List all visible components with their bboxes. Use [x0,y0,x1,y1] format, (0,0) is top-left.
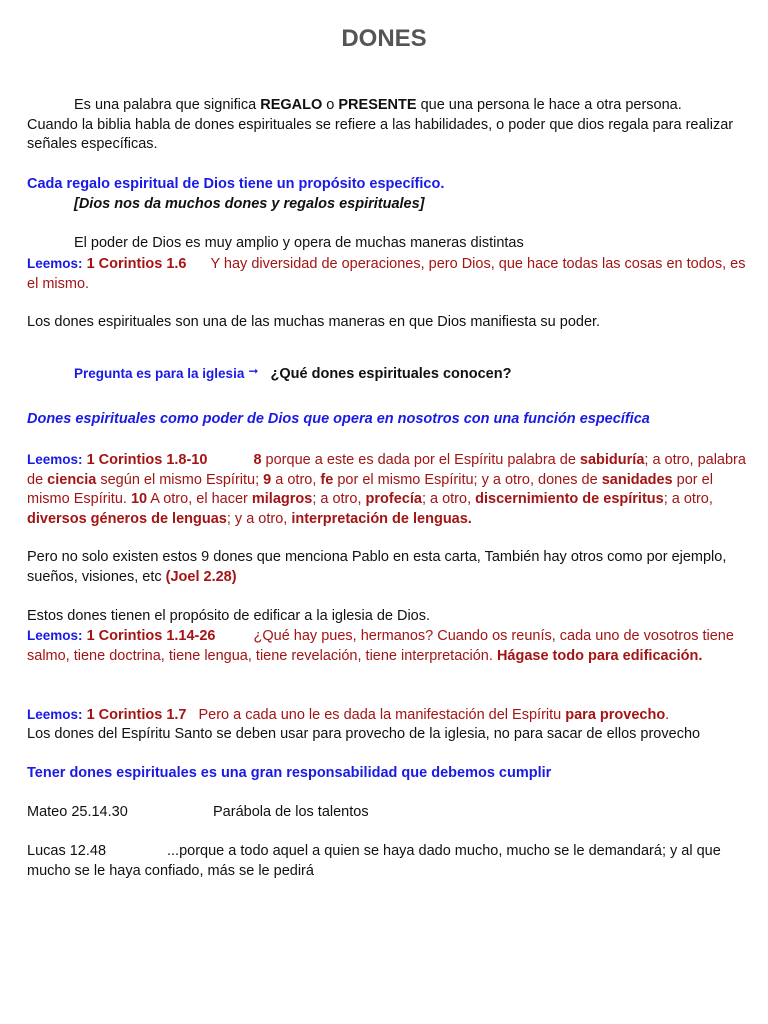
verse-text: ; a otro, palabra de [27,452,746,488]
verse-reference: (Joel 2.28) [165,568,237,585]
lucas-paragraph [27,842,747,881]
poder-line: El poder de Dios es muy amplio y opera de muchas maneras distintas [74,235,524,251]
leemos-label: Leemos: [27,452,83,467]
gift-term: ciencia [47,471,97,488]
maneras-paragraph: Los dones espirituales son una de las muchas maneras en que Dios manifiesta su poder. [27,314,601,330]
verse-reference: 1 Corintios 1.8-10 [86,452,208,468]
verse-text: ; a otro, [421,491,476,508]
gift-term: milagros [251,491,313,508]
verse-reference: 1 Corintios 1.14-26 [86,628,216,644]
mateo-line [27,803,747,823]
leemos-label: Leemos: [27,707,83,722]
provecho-line: Los dones del Espíritu Santo se deben usar para provecho de la iglesia, no para sacar de ellos provecho [27,726,701,742]
reference-description: Parábola de los talentos [213,804,369,820]
corintios-8-10-paragraph [27,450,747,529]
verse-number: 9 [263,471,272,488]
bible-reference: Mateo 25.14.30 [27,804,128,820]
proposito-heading: Cada regalo espiritual de Dios tiene un propósito específico. [27,176,445,192]
gift-term: fe [320,471,334,488]
verse-text: a otro, [271,471,321,488]
verse-reference: 1 Corintios 1.6 [86,256,187,272]
verse-text: Pero a cada uno le es dada la manifestación del Espíritu [198,707,566,723]
gift-term: profecía [365,491,422,508]
corintios-14-26-paragraph [27,626,747,666]
verse-reference: 1 Corintios 1.7 [86,707,187,723]
gift-term: discernimiento de espíritus [475,491,664,508]
verse-number: 10 [130,491,148,508]
verse-text: ; y a otro, [226,510,292,527]
leemos-label: Leemos: [27,256,83,271]
verse-emphasis: Hágase todo para edificación. [496,647,703,664]
intro-text-2: que una persona le hace a otra persona. [416,97,682,113]
gift-term: diversos géneros de lenguas [27,510,227,527]
verse-number: 8 [253,452,262,468]
right-arrow-icon: ➞ [248,364,259,378]
pregunta-label: Pregunta es para la iglesia [74,366,245,381]
leemos-label: Leemos: [27,628,83,643]
pregunta-line [74,364,747,385]
otros-text: Pero no solo existen estos 9 dones que menciona Pablo en esta carta, También hay otros como por ejemplo, sueños, visiones, etc [27,549,727,585]
gift-term: sabiduría [579,452,645,468]
verse-text: ; a otro, [663,491,713,508]
verse-text: porque a este es dada por el Espíritu palabra de [261,452,580,468]
intro-text-1: Es una palabra que significa [74,97,261,113]
verse-text: ; a otro, [312,491,366,508]
verse-text: A otro, el hacer [147,491,252,508]
bible-reference: Lucas 12.48 [27,843,107,859]
verse-emphasis: para provecho [565,707,666,723]
page-title: DONES [341,25,427,52]
edificar-line: Estos dones tienen el propósito de edificar a la iglesia de Dios. [27,608,431,624]
gift-term: interpretación de lenguas. [291,510,472,527]
verse-text: . [665,707,670,723]
pregunta-question: ¿Qué dones espirituales conocen? [270,366,512,382]
intro-paragraph [27,96,747,155]
verse-text: Y hay diversidad de operaciones, pero Dios, que hace todas las cosas en todos, es el mismo. [27,256,746,292]
verse-text: ¿Qué hay pues, hermanos? Cuando os reunís, cada uno de vosotros tiene salmo, tiene doctrina, tiene lengua, tiene revelación, tiene interpretación. [27,628,734,664]
corintios-1-7-paragraph [27,705,747,726]
verse-text: por el mismo Espíritu. [27,471,713,508]
verse-text: según el mismo Espíritu; [96,471,264,488]
poder-verse-paragraph [27,254,747,294]
proposito-bracket-note: [Dios nos da muchos dones y regalos espirituales] [74,196,425,212]
dones-heading: Dones espirituales como poder de Dios que opera en nosotros con una función específica [27,411,650,427]
verse-text: por el mismo Espíritu; y a otro, dones de [333,471,602,488]
intro-text-3: Cuando la biblia habla de dones espirituales se refiere a las habilidades, o poder que dios regala para realizar señales específicas. [27,116,734,153]
intro-text-o: o [322,97,339,113]
responsabilidad-heading: Tener dones espirituales es una gran responsabilidad que debemos cumplir [27,765,552,781]
gift-term: sanidades [601,471,673,488]
otros-dones-paragraph [27,548,747,587]
reference-quote: ...porque a todo aquel a quien se haya dado mucho, mucho se le demandará; y al que mucho se le haya confiado, más se le pedirá [27,843,721,879]
regalo-word: REGALO [260,97,323,113]
presente-word: PRESENTE [338,97,417,113]
